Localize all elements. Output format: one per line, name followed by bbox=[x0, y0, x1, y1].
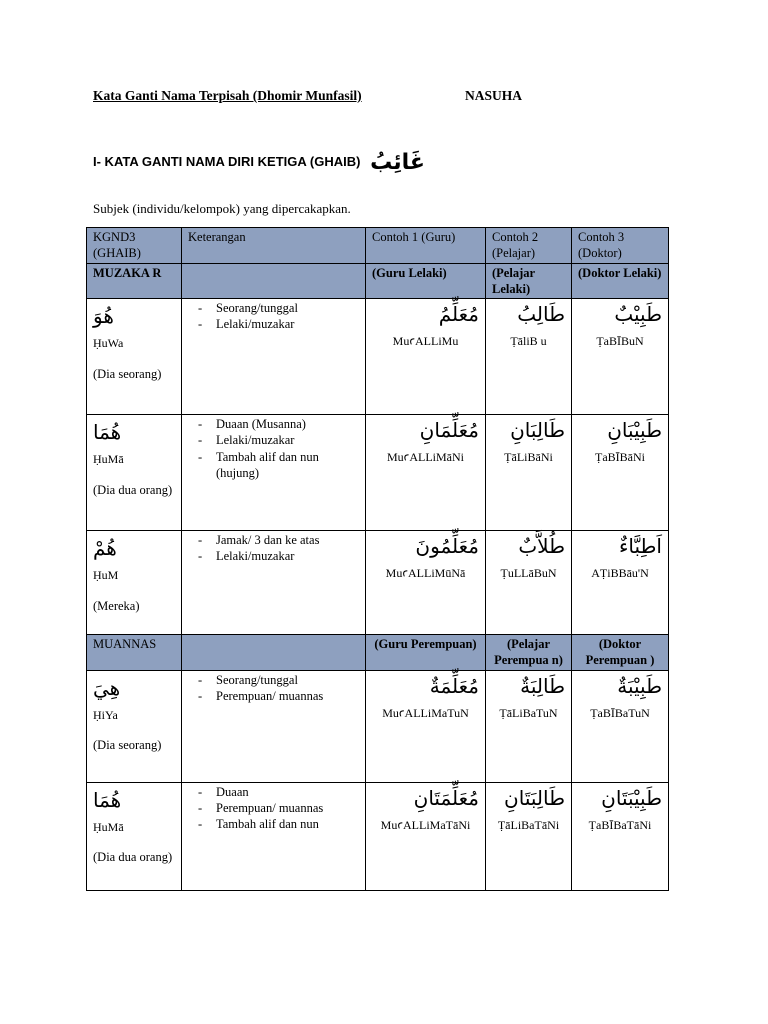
notes-list bbox=[188, 784, 359, 833]
notes-list bbox=[188, 416, 359, 481]
pronoun-table bbox=[86, 227, 669, 891]
table-row bbox=[87, 415, 669, 531]
note-item: - Lelaki/muzakar bbox=[188, 548, 359, 564]
pronoun-cell bbox=[87, 782, 182, 890]
example-transliteration: MuꜥALLiMāNi bbox=[387, 450, 464, 464]
example-cell bbox=[366, 415, 486, 531]
example-transliteration: ṬāliB u bbox=[510, 334, 547, 348]
note-item: - Lelaki/muzakar bbox=[188, 316, 359, 332]
note-item: - Jamak/ 3 dan ke atas bbox=[188, 532, 359, 548]
example-arabic: اَطِبَّاءٌ bbox=[618, 534, 662, 558]
example-arabic: مُعَلِّمَةٌ bbox=[429, 673, 479, 698]
pronoun-transliteration: ḤuMā bbox=[93, 819, 124, 834]
note-item: - Duaan bbox=[188, 784, 359, 800]
example-transliteration: ṬaBĪBaTāNi bbox=[588, 817, 652, 832]
column-header: Contoh 2 (Pelajar) bbox=[486, 228, 572, 264]
example-arabic: طَبِيْبٌ bbox=[614, 302, 662, 326]
pronoun-cell bbox=[87, 531, 182, 635]
note-item: - Seorang/tunggal bbox=[188, 672, 359, 688]
example-cell bbox=[366, 531, 486, 635]
table-row bbox=[87, 299, 669, 415]
pronoun-arabic: هُوَ bbox=[93, 304, 114, 328]
pronoun-arabic: هُمَا bbox=[93, 787, 122, 812]
example-arabic: طَالِبَانِ bbox=[510, 418, 565, 442]
example-transliteration: ṬaBĪBuN bbox=[596, 334, 644, 348]
group-example-label: (Guru Lelaki) bbox=[366, 263, 486, 299]
notes-list bbox=[188, 300, 359, 333]
example-arabic: طَبِيْبَتَانِ bbox=[601, 785, 662, 810]
example-transliteration: AṬiBBāu'N bbox=[591, 566, 649, 580]
example-cell bbox=[572, 299, 669, 415]
example-transliteration: ṬaBĪBaTuN bbox=[590, 705, 650, 720]
pronoun-meaning: (Dia seorang) bbox=[93, 366, 162, 381]
example-transliteration: ṬuLLāBuN bbox=[500, 566, 557, 580]
example-arabic: مُعَلِّمَانِ bbox=[419, 418, 479, 442]
example-transliteration: ṬāLiBāNi bbox=[504, 450, 553, 464]
group-label: MUZAKA R bbox=[87, 263, 182, 299]
table-row bbox=[87, 670, 669, 782]
notes-cell bbox=[182, 531, 366, 635]
example-arabic: طَالِبَتَانِ bbox=[504, 785, 565, 810]
group-example-label: (Pelajar Perempua n) bbox=[486, 635, 572, 671]
notes-cell bbox=[182, 415, 366, 531]
note-item: - Perempuan/ muannas bbox=[188, 688, 359, 704]
notes-list bbox=[188, 532, 359, 565]
example-cell bbox=[486, 670, 572, 782]
note-item: - Tambah alif dan nun bbox=[188, 816, 359, 832]
section-heading bbox=[93, 150, 425, 175]
example-transliteration: MuꜥALLiMu bbox=[392, 334, 459, 348]
group-blank-cell bbox=[182, 635, 366, 671]
pronoun-transliteration: ḤuM bbox=[93, 568, 119, 582]
column-header: Contoh 1 (Guru) bbox=[366, 228, 486, 264]
example-transliteration: MuꜥALLiMūNā bbox=[385, 566, 466, 580]
example-cell bbox=[572, 782, 669, 890]
section-heading-text: I- KATA GANTI NAMA DIRI KETIGA (GHAIB) bbox=[93, 154, 361, 169]
table-row bbox=[87, 782, 669, 890]
example-transliteration: ṬāLiBaTāNi bbox=[497, 817, 560, 832]
group-example-label: (Guru Perempuan) bbox=[366, 635, 486, 671]
example-cell bbox=[486, 531, 572, 635]
pronoun-meaning: (Mereka) bbox=[93, 598, 140, 613]
group-row-muzakar bbox=[87, 263, 669, 299]
pronoun-arabic: هُمَا bbox=[93, 420, 122, 444]
pronoun-meaning: (Dia dua orang) bbox=[93, 482, 173, 497]
example-arabic: طَبِيْبَانِ bbox=[607, 418, 662, 442]
example-arabic: طَبِيْبَةٌ bbox=[617, 673, 662, 698]
table-row bbox=[87, 531, 669, 635]
example-cell bbox=[572, 415, 669, 531]
example-cell bbox=[366, 782, 486, 890]
note-item: - Seorang/tunggal bbox=[188, 300, 359, 316]
example-cell bbox=[366, 299, 486, 415]
example-transliteration: ṬaBĪBāNi bbox=[595, 450, 645, 464]
group-example-label: (Pelajar Lelaki) bbox=[486, 263, 572, 299]
pronoun-transliteration: ḤuWa bbox=[93, 336, 124, 350]
example-cell bbox=[572, 531, 669, 635]
pronoun-arabic: هِيَ bbox=[93, 675, 121, 700]
group-example-label: (Doktor Perempuan ) bbox=[572, 635, 669, 671]
example-cell bbox=[572, 670, 669, 782]
pronoun-cell bbox=[87, 670, 182, 782]
document-title: Kata Ganti Nama Terpisah (Dhomir Munfasil) bbox=[93, 88, 362, 103]
example-cell bbox=[486, 299, 572, 415]
column-header: Keterangan bbox=[182, 228, 366, 264]
note-item: - Perempuan/ muannas bbox=[188, 800, 359, 816]
group-example-label: (Doktor Lelaki) bbox=[572, 263, 669, 299]
section-heading-arabic: غَائِبُ bbox=[370, 150, 425, 175]
example-transliteration: MuꜥALLiMaTāNi bbox=[380, 817, 471, 832]
pronoun-cell bbox=[87, 299, 182, 415]
note-item: - Lelaki/muzakar bbox=[188, 432, 359, 448]
pronoun-transliteration: ḤiYa bbox=[93, 707, 118, 722]
note-item: - Tambah alif dan nun (hujung) bbox=[188, 449, 359, 482]
example-arabic: مُعَلِّمَتَانِ bbox=[413, 785, 479, 810]
intro-text: Subjek (individu/kelompok) yang dipercakapkan. bbox=[93, 201, 351, 216]
pronoun-arabic: هُمْ bbox=[93, 536, 117, 560]
example-arabic: مُعَلِّمُونَ bbox=[415, 534, 479, 558]
column-header: Contoh 3 (Doktor) bbox=[572, 228, 669, 264]
example-cell bbox=[486, 415, 572, 531]
group-blank-cell bbox=[182, 263, 366, 299]
notes-cell bbox=[182, 670, 366, 782]
notes-cell bbox=[182, 299, 366, 415]
group-label: MUANNAS bbox=[87, 635, 182, 671]
pronoun-transliteration: ḤuMā bbox=[93, 452, 124, 466]
example-transliteration: ṬāLiBaTuN bbox=[499, 705, 558, 720]
example-arabic: طَالِبُ bbox=[517, 302, 565, 326]
example-arabic: طَالِبَةٌ bbox=[520, 673, 565, 698]
example-arabic: مُعَلِّمُ bbox=[438, 302, 479, 326]
author-name: NASUHA bbox=[465, 88, 523, 103]
example-transliteration: MuꜥALLiMaTuN bbox=[382, 705, 469, 720]
pronoun-meaning: (Dia dua orang) bbox=[93, 850, 173, 865]
group-row-muannas bbox=[87, 635, 669, 671]
example-cell bbox=[486, 782, 572, 890]
example-arabic: طُلاَّبٌ bbox=[518, 534, 565, 558]
notes-cell bbox=[182, 782, 366, 890]
note-item: - Duaan (Musanna) bbox=[188, 416, 359, 432]
pronoun-meaning: (Dia seorang) bbox=[93, 738, 162, 753]
page-header bbox=[93, 88, 523, 104]
notes-list bbox=[188, 672, 359, 705]
example-cell bbox=[366, 670, 486, 782]
column-header: KGND3 (GHAIB) bbox=[87, 228, 182, 264]
table-header-row bbox=[87, 228, 669, 264]
pronoun-cell bbox=[87, 415, 182, 531]
